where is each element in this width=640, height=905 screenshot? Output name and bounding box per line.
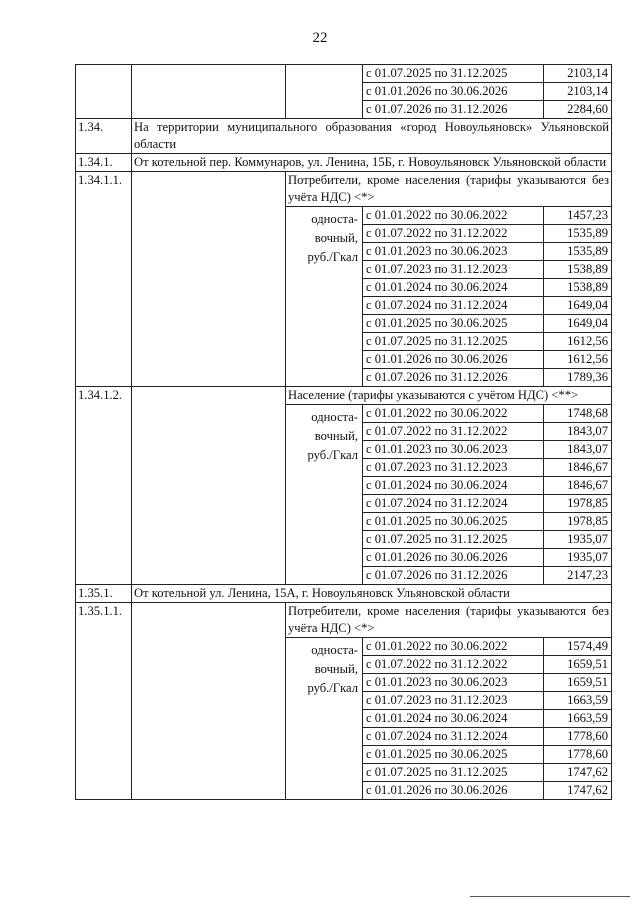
tariff-value-cell: 1457,23: [544, 207, 612, 225]
tariff-value-cell: 1574,49: [544, 638, 612, 656]
tariff-unit: односта-вочный, руб./Гкал: [286, 405, 363, 585]
period-cell: с 01.01.2025 по 30.06.2025: [363, 315, 544, 333]
tariff-unit: односта-вочный, руб./Гкал: [286, 638, 363, 800]
tariff-value-cell: 1612,56: [544, 333, 612, 351]
tariff-value-cell: 1846,67: [544, 477, 612, 495]
period-cell: с 01.07.2024 по 31.12.2024: [363, 728, 544, 746]
period-cell: с 01.07.2025 по 31.12.2025: [363, 531, 544, 549]
tariff-value-cell: 1789,36: [544, 369, 612, 387]
section-number: 1.34.1.: [76, 154, 132, 172]
period-cell: с 01.07.2023 по 31.12.2023: [363, 692, 544, 710]
group-name-cell: [132, 387, 286, 585]
tariff-value-cell: 1535,89: [544, 225, 612, 243]
period-cell: с 01.01.2022 по 30.06.2022: [363, 405, 544, 423]
tariff-value-cell: 1535,89: [544, 243, 612, 261]
consumer-category: Потребители, кроме населения (тарифы указываются без учёта НДС) <*>: [286, 603, 612, 638]
tariff-table-body: [76, 65, 612, 800]
tariff-value-cell: 1747,62: [544, 764, 612, 782]
period-cell: с 01.07.2025 по 31.12.2025: [363, 764, 544, 782]
tariff-value-cell: 1663,59: [544, 710, 612, 728]
section-number: 1.35.1.: [76, 585, 132, 603]
tariff-value-cell: 1612,56: [544, 351, 612, 369]
period-cell: с 01.07.2023 по 31.12.2023: [363, 261, 544, 279]
tariff-unit: односта-вочный, руб./Гкал: [286, 207, 363, 387]
group-name-cell: [132, 172, 286, 387]
group-title-row: [76, 603, 612, 638]
tariff-value-cell: 2284,60: [544, 101, 612, 119]
period-cell: с 01.01.2023 по 30.06.2023: [363, 674, 544, 692]
group-title-row: [76, 172, 612, 207]
tariff-table: [75, 64, 612, 800]
section-heading-row: [76, 585, 612, 603]
continuation-num-cell: [76, 65, 132, 119]
consumer-category: Население (тарифы указываются с учётом НДС) <**>: [286, 387, 612, 405]
period-cell: с 01.01.2023 по 30.06.2023: [363, 441, 544, 459]
group-name-cell: [132, 603, 286, 800]
period-cell: с 01.01.2023 по 30.06.2023: [363, 243, 544, 261]
tariff-value-cell: 1659,51: [544, 674, 612, 692]
tariff-value-cell: 1843,07: [544, 423, 612, 441]
tariff-value-cell: 1538,89: [544, 279, 612, 297]
period-cell: с 01.07.2022 по 31.12.2022: [363, 423, 544, 441]
period-cell: с 01.07.2026 по 31.12.2026: [363, 567, 544, 585]
tariff-value-cell: 2103,14: [544, 83, 612, 101]
period-cell: с 01.01.2024 по 30.06.2024: [363, 710, 544, 728]
group-number: 1.34.1.1.: [76, 172, 132, 387]
tariff-value-cell: 1978,85: [544, 513, 612, 531]
tariff-value-cell: 2103,14: [544, 65, 612, 83]
period-cell: с 01.07.2022 по 31.12.2022: [363, 656, 544, 674]
period-cell: с 01.01.2026 по 30.06.2026: [363, 351, 544, 369]
continuation-name-cell: [132, 65, 286, 119]
period-cell: с 01.01.2022 по 30.06.2022: [363, 207, 544, 225]
tariff-value-cell: 1663,59: [544, 692, 612, 710]
section-number: 1.34.: [76, 119, 132, 154]
period-cell: с 01.01.2024 по 30.06.2024: [363, 477, 544, 495]
period-cell: с 01.01.2025 по 30.06.2025: [363, 746, 544, 764]
period-cell: с 01.07.2025 по 31.12.2025: [363, 333, 544, 351]
period-cell: с 01.07.2025 по 31.12.2025: [363, 65, 544, 83]
page-number: 22: [312, 30, 328, 46]
continuation-unit-cell: [286, 65, 363, 119]
tariff-value-cell: 1846,67: [544, 459, 612, 477]
period-cell: с 01.07.2026 по 31.12.2026: [363, 101, 544, 119]
consumer-category: Потребители, кроме населения (тарифы указываются без учёта НДС) <*>: [286, 172, 612, 207]
group-number: 1.35.1.1.: [76, 603, 132, 800]
tariff-value-cell: 1843,07: [544, 441, 612, 459]
period-cell: с 01.07.2024 по 31.12.2024: [363, 297, 544, 315]
period-cell: с 01.01.2026 по 30.06.2026: [363, 549, 544, 567]
section-title: От котельной ул. Ленина, 15А, г. Новоульяновск Ульяновской области: [132, 585, 612, 603]
tariff-value-cell: 1538,89: [544, 261, 612, 279]
tariff-value-cell: 1747,62: [544, 782, 612, 800]
period-cell: с 01.07.2026 по 31.12.2026: [363, 369, 544, 387]
period-cell: с 01.07.2024 по 31.12.2024: [363, 495, 544, 513]
group-title-row: [76, 387, 612, 405]
period-cell: с 01.01.2026 по 30.06.2026: [363, 782, 544, 800]
tariff-value-cell: 1778,60: [544, 728, 612, 746]
period-cell: с 01.07.2023 по 31.12.2023: [363, 459, 544, 477]
section-heading-row: [76, 119, 612, 154]
tariff-value-cell: 1659,51: [544, 656, 612, 674]
section-title: На территории муниципального образования «город Новоульяновск» Ульяновской области: [132, 119, 612, 154]
tariff-value-cell: 1778,60: [544, 746, 612, 764]
section-heading-row: [76, 154, 612, 172]
tariff-value-cell: 1649,04: [544, 297, 612, 315]
table-row: [76, 65, 612, 83]
tariff-value-cell: 1748,68: [544, 405, 612, 423]
tariff-value-cell: 1978,85: [544, 495, 612, 513]
period-cell: с 01.01.2025 по 30.06.2025: [363, 513, 544, 531]
period-cell: с 01.01.2026 по 30.06.2026: [363, 83, 544, 101]
tariff-value-cell: 1935,07: [544, 531, 612, 549]
tariff-value-cell: 2147,23: [544, 567, 612, 585]
tariff-value-cell: 1935,07: [544, 549, 612, 567]
period-cell: с 01.01.2022 по 30.06.2022: [363, 638, 544, 656]
tariff-value-cell: 1649,04: [544, 315, 612, 333]
section-title: От котельной пер. Коммунаров, ул. Ленина, 15Б, г. Новоульяновск Ульяновской области: [132, 154, 612, 172]
period-cell: с 01.01.2024 по 30.06.2024: [363, 279, 544, 297]
period-cell: с 01.07.2022 по 31.12.2022: [363, 225, 544, 243]
group-number: 1.34.1.2.: [76, 387, 132, 585]
footer-rule: [470, 896, 630, 897]
